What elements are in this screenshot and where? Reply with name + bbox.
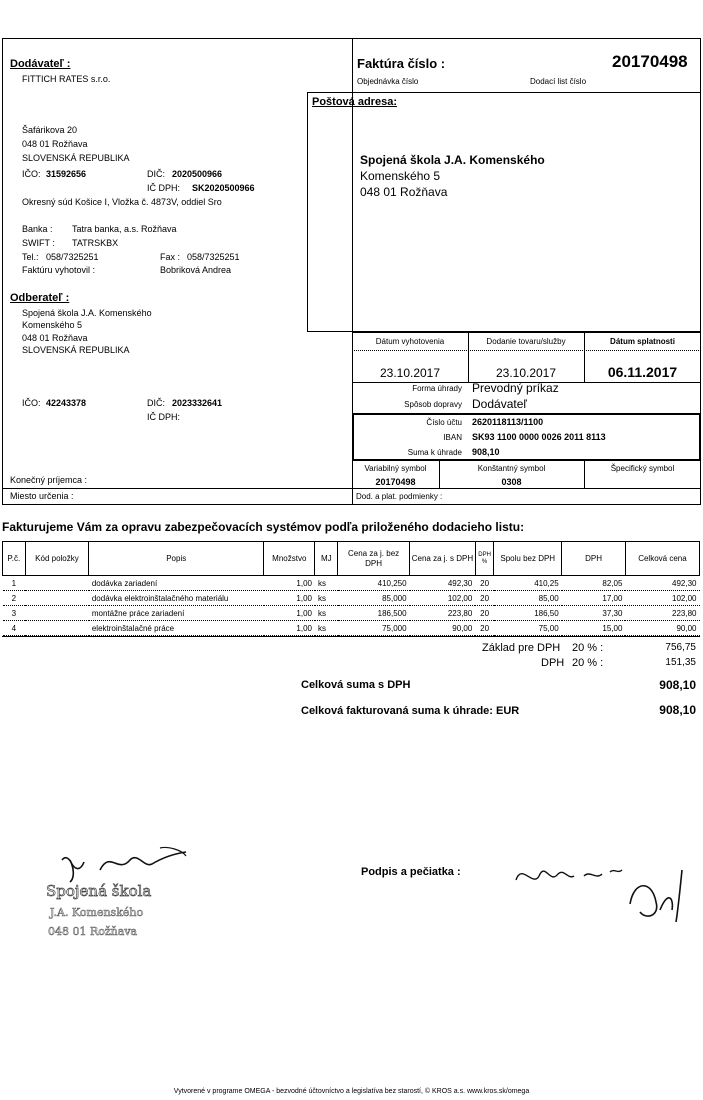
invoice-title: Faktúra číslo : <box>357 56 446 71</box>
table-bottom-line <box>2 636 700 637</box>
supplier-registry: Okresný súd Košice I, Vložka č. 4873V, oddiel Sro <box>22 197 222 207</box>
supplier-ico: 31592656 <box>46 169 87 179</box>
cell-price-net: 75,000 <box>338 621 410 636</box>
supplier-city: 048 01 Rožňava <box>22 139 88 149</box>
total-label: Celková suma s DPH <box>301 679 411 691</box>
supplier-icdph-label: IČ DPH: <box>147 183 181 193</box>
supplier-issuer: Bobriková Andrea <box>160 265 232 275</box>
cell-total-net: 410,25 <box>494 576 562 591</box>
iban: SK93 1100 0000 0026 2011 8113 <box>472 432 606 442</box>
final-recipient-label: Konečný príjemca : <box>10 475 88 485</box>
supplier-fax: 058/7325251 <box>187 252 240 262</box>
supplier-fax-label: Fax : <box>160 252 181 262</box>
cell-unit: ks <box>315 606 338 621</box>
col-total: Celková cena <box>625 542 699 576</box>
iban-label: IBAN <box>443 433 462 442</box>
cell-unit: ks <box>315 591 338 606</box>
cell-vat-rate: 20 <box>475 606 494 621</box>
col-price-gross: Cena za j. s DPH <box>410 542 476 576</box>
conditions-label: Dod. a plat. podmienky : <box>356 492 443 501</box>
col-desc: Popis <box>89 542 264 576</box>
cell-qty: 1,00 <box>264 576 315 591</box>
col-pc: P.č. <box>3 542 26 576</box>
cell-price-net: 85,000 <box>338 591 410 606</box>
cell-pc: 3 <box>3 606 26 621</box>
customer-heading: Odberateľ : <box>10 292 70 304</box>
cell-vat: 15,00 <box>562 621 626 636</box>
cell-code <box>25 606 89 621</box>
supplier-swift: TATRSKBX <box>72 238 119 248</box>
invoice-number: 20170498 <box>612 52 688 71</box>
delivery-note-label: Dodací list číslo <box>530 77 587 86</box>
col-total-net: Spolu bez DPH <box>494 542 562 576</box>
cell-total-net: 186,50 <box>494 606 562 621</box>
payment-method: Prevodný príkaz <box>472 381 559 395</box>
order-label: Objednávka číslo <box>357 77 419 86</box>
cell-qty: 1,00 <box>264 621 315 636</box>
supplier-signature <box>510 850 700 930</box>
cell-code <box>25 591 89 606</box>
table-header-row <box>3 542 700 576</box>
customer-ico: 42243378 <box>46 398 87 408</box>
vs-label: Variabilný symbol <box>364 464 427 473</box>
cell-total: 492,30 <box>625 576 699 591</box>
customer-icdph-label: IČ DPH: <box>147 412 181 422</box>
supplier-tel-label: Tel.: <box>22 252 39 262</box>
vat-total-value: 151,35 <box>665 657 696 668</box>
supplier-icdph: SK2020500966 <box>192 183 255 193</box>
supplier-dic-label: DIČ: <box>147 169 165 179</box>
ss-label: Špecifický symbol <box>610 464 675 473</box>
cell-pc: 4 <box>3 621 26 636</box>
postal-name: Spojená škola J.A. Komenského <box>360 153 545 167</box>
postal-address-box <box>307 92 701 332</box>
svg-text:048 01 Rožňava: 048 01 Rožňava <box>48 925 138 938</box>
cell-pc: 2 <box>3 591 26 606</box>
cell-total: 223,80 <box>625 606 699 621</box>
stamp-signature <box>40 840 200 950</box>
cell-price-gross: 102,00 <box>410 591 476 606</box>
account: 2620118113/1100 <box>472 417 544 427</box>
cell-vat: 82,05 <box>562 576 626 591</box>
cell-code <box>25 621 89 636</box>
final-value: 908,10 <box>659 703 696 717</box>
vat-total-label: DPH <box>541 657 565 669</box>
customer-ico-label: IČO: <box>22 398 41 408</box>
customer-dic-label: DIČ: <box>147 398 165 408</box>
vs: 20170498 <box>375 477 416 487</box>
due-date-label: Dátum splatnosti <box>610 337 675 346</box>
cell-pc: 1 <box>3 576 26 591</box>
supply-date-label: Dodanie tovaru/služby <box>486 337 566 346</box>
issue-date-label: Dátum vyhotovenia <box>375 337 445 346</box>
cell-vat: 37,30 <box>562 606 626 621</box>
issue-date: 23.10.2017 <box>379 366 441 380</box>
amount: 908,10 <box>472 447 500 457</box>
customer-name: Spojená škola J.A. Komenského <box>22 308 152 318</box>
ks-label: Konštantný symbol <box>477 464 546 473</box>
supplier-ico-label: IČO: <box>22 169 41 179</box>
cell-desc: dodávka zariadení <box>89 576 264 591</box>
col-unit: MJ <box>315 542 338 576</box>
supplier-dic: 2020500966 <box>172 169 223 179</box>
table-row <box>3 591 700 606</box>
col-vat-rate: DPH % <box>475 542 494 576</box>
cell-price-gross: 90,00 <box>410 621 476 636</box>
items-table <box>2 541 700 636</box>
cell-desc: montážne práce zariadení <box>89 606 264 621</box>
customer-street: Komenského 5 <box>22 320 83 330</box>
cell-vat-rate: 20 <box>475 621 494 636</box>
table-row <box>3 621 700 636</box>
cell-unit: ks <box>315 621 338 636</box>
cell-price-gross: 223,80 <box>410 606 476 621</box>
cell-price-net: 410,250 <box>338 576 410 591</box>
base-rate: 20 % : <box>572 642 604 654</box>
total-value: 908,10 <box>659 678 696 692</box>
ks: 0308 <box>501 477 522 487</box>
cell-qty: 1,00 <box>264 591 315 606</box>
cell-desc: dodávka elektroinštalačného materiálu <box>89 591 264 606</box>
transport: Dodávateľ <box>472 397 527 411</box>
col-price-net: Cena za j. bez DPH <box>338 542 410 576</box>
postal-street: Komenského 5 <box>360 169 441 183</box>
destination-label: Miesto určenia : <box>10 491 74 501</box>
col-vat: DPH <box>562 542 626 576</box>
intro-text: Fakturujeme Vám za opravu zabezpečovacích systémov podľa priloženého dodacieho listu: <box>2 520 525 534</box>
cell-total-net: 75,00 <box>494 621 562 636</box>
final-recipient-line <box>2 488 352 489</box>
customer-country: SLOVENSKÁ REPUBLIKA <box>22 345 130 355</box>
cell-price-gross: 492,30 <box>410 576 476 591</box>
cell-total-net: 85,00 <box>494 591 562 606</box>
table-row <box>3 606 700 621</box>
supplier-bank: Tatra banka, a.s. Rožňava <box>72 224 177 234</box>
cell-unit: ks <box>315 576 338 591</box>
cell-qty: 1,00 <box>264 606 315 621</box>
table-row <box>3 576 700 591</box>
supplier-bank-label: Banka : <box>22 224 53 234</box>
dates-top-line <box>352 332 701 333</box>
supplier-swift-label: SWIFT : <box>22 238 55 248</box>
col-code: Kód položky <box>25 542 89 576</box>
supply-date: 23.10.2017 <box>495 366 557 380</box>
svg-text:J.A. Komenského: J.A. Komenského <box>50 906 144 919</box>
due-date: 06.11.2017 <box>607 364 678 380</box>
base-value: 756,75 <box>665 642 696 653</box>
postal-city: 048 01 Rožňava <box>360 185 448 199</box>
footer-text: Vytvorené v programe OMEGA - bezvodné účtovníctvo a legislatíva bez starostí, © KROS a.s. www.kros.sk/omega <box>173 1088 530 1095</box>
cell-vat-rate: 20 <box>475 591 494 606</box>
symbols-bottom-line <box>352 488 701 489</box>
col-qty: Množstvo <box>264 542 315 576</box>
cell-vat-rate: 20 <box>475 576 494 591</box>
supplier-country: SLOVENSKÁ REPUBLIKA <box>22 153 130 163</box>
vat-total-rate: 20 % : <box>572 657 604 669</box>
signature-label: Podpis a pečiatka : <box>361 866 461 878</box>
cell-code <box>25 576 89 591</box>
transport-label: Spôsob dopravy <box>404 400 462 409</box>
supplier-issuer-label: Faktúru vyhotovil : <box>22 265 96 275</box>
base-label: Základ pre DPH <box>482 642 561 654</box>
customer-dic: 2023332641 <box>172 398 223 408</box>
cell-vat: 17,00 <box>562 591 626 606</box>
postal-heading: Poštová adresa: <box>312 96 397 108</box>
supplier-heading: Dodávateľ : <box>10 58 71 70</box>
cell-desc: elektroinštalačné práce <box>89 621 264 636</box>
dates-dot-line <box>352 350 701 351</box>
account-label: Číslo účtu <box>426 418 462 427</box>
cell-total: 102,00 <box>625 591 699 606</box>
payment-method-label: Forma úhrady <box>412 384 462 393</box>
final-label: Celková fakturovaná suma k úhrade: EUR <box>301 705 520 717</box>
amount-label: Suma k úhrade <box>407 448 462 457</box>
supplier-street: Šafárikova 20 <box>22 125 78 135</box>
customer-city: 048 01 Rožňava <box>22 333 88 343</box>
cell-total: 90,00 <box>625 621 699 636</box>
supplier-name: FITTICH RATES s.r.o. <box>22 74 111 84</box>
supplier-tel: 058/7325251 <box>46 252 99 262</box>
svg-text:Spojená škola: Spojená škola <box>46 882 152 900</box>
cell-price-net: 186,500 <box>338 606 410 621</box>
